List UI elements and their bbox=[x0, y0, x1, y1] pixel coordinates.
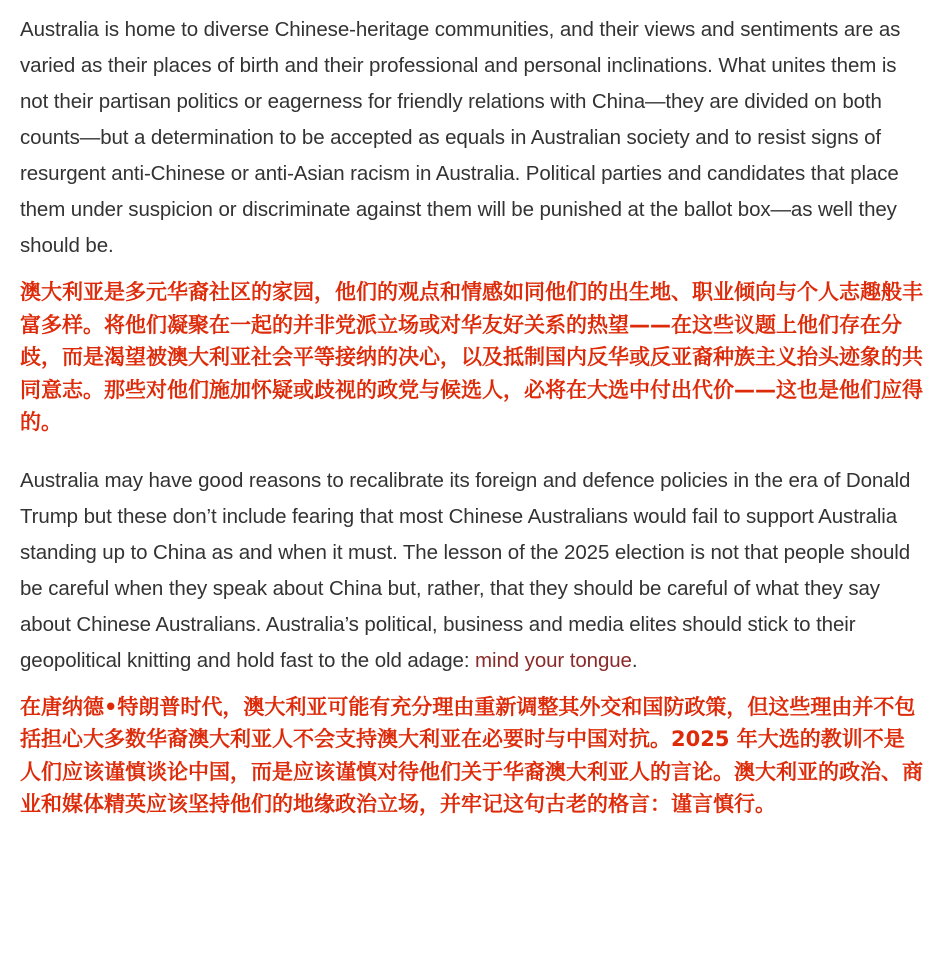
paragraph-2-end: . bbox=[631, 648, 638, 672]
paragraph-2-chinese-translation: 在唐纳德•特朗普时代，澳大利亚可能有充分理由重新调整其外交和国防政策，但这些理由并不包括担心大多数华裔澳大利亚人不会支持澳大利亚在必要时与中国对抗。2025 年大选的教训不是人们应该谨慎谈论中国，而是应该谨慎对待他们关于华裔澳大利亚人的言论。澳大利亚的政治、商业和媒体精英应该坚持他们的地缘政治立场，并牢记这句古老的格言：谨言慎行。 bbox=[20, 694, 923, 816]
paragraph-2-english bbox=[20, 463, 925, 679]
paragraph-2-text: Australia may have good reasons to recalibrate its foreign and defence policies in the era of Donald Trump but these don’t include fearing that most Chinese Australians would fail to support Australia standing up to China as and when it must. The lesson of the 2025 election is not that people should be careful when they speak about China but, rather, that they should be careful of what they say about Chinese Australians. Australia’s political, business and media elites should stick to their geopolitical knitting and hold fast to the old adage: bbox=[20, 468, 911, 672]
spacer bbox=[20, 439, 925, 463]
article-body bbox=[20, 12, 925, 821]
paragraph-1-english: Australia is home to diverse Chinese-heritage communities, and their views and sentiments are as varied as their places of birth and their professional and personal inclinations. What unites them is not their partisan politics or eagerness for friendly relations with China—they are divided on both counts—but a determination to be accepted as equals in Australian society and to resist signs of resurgent anti-Chinese or anti-Asian racism in Australia. Political parties and candidates that place them under suspicion or discriminate against them will be punished at the ballot box—as well they should be. bbox=[20, 18, 901, 257]
mind-your-tongue-link[interactable]: mind your tongue bbox=[475, 648, 632, 672]
spacer bbox=[20, 679, 925, 691]
paragraph-1-chinese-translation: 澳大利亚是多元华裔社区的家园，他们的观点和情感如同他们的出生地、职业倾向与个人志趣般丰富多样。将他们凝聚在一起的并非党派立场或对华友好关系的热望——在这些议题上他们存在分歧，而是渴望被澳大利亚社会平等接纳的决心，以及抵制国内反华或反亚裔种族主义抬头迹象的共同意志。那些对他们施加怀疑或歧视的政党与候选人，必将在大选中付出代价——这也是他们应得的。 bbox=[20, 280, 923, 434]
spacer bbox=[20, 264, 925, 276]
